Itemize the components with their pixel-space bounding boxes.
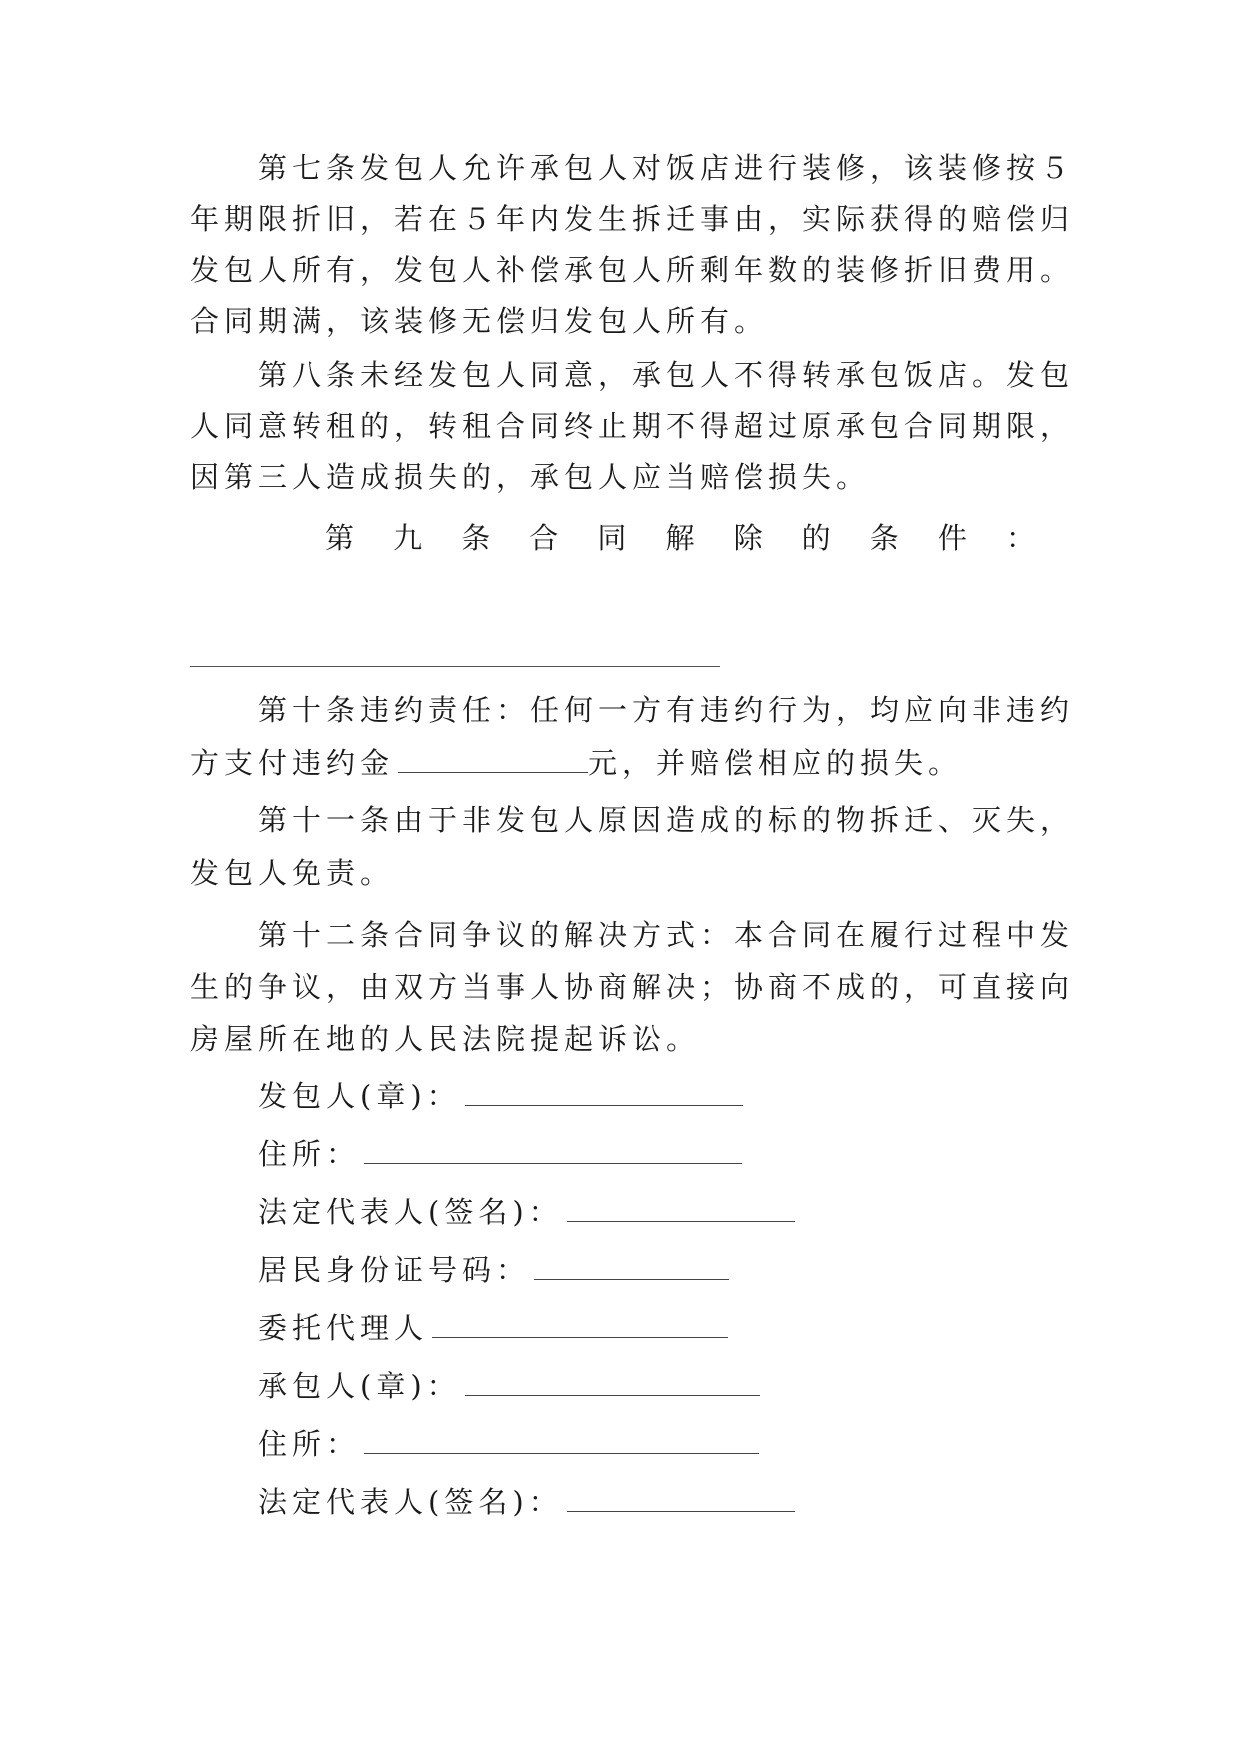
employer-legal-rep-row: [258, 1192, 795, 1232]
agent-blank[interactable]: [432, 1311, 728, 1338]
contractor-legal-rep-label: 法定代表人(签名)：: [258, 1485, 563, 1519]
article10-line-2: [190, 743, 962, 783]
article7-line-4: 合同期满，该装修无偿归发包人所有。: [190, 304, 769, 338]
article12-line-1: 第十二条合同争议的解决方式：本合同在履行过程中发: [258, 918, 1075, 952]
employer-address-blank[interactable]: [364, 1137, 742, 1164]
contractor-legal-rep-row: [258, 1482, 795, 1522]
article7-line-3: 发包人所有，发包人补偿承包人所剩年数的装修折旧费用。: [190, 253, 1075, 287]
article9-char: ：: [1005, 521, 1035, 555]
article9-heading: [325, 518, 1035, 558]
contractor-address-row: [258, 1424, 759, 1464]
article10-line-1: 第十条违约责任：任何一方有违约行为，均应向非违约: [258, 693, 1075, 727]
contractor-address-label: 住所：: [258, 1427, 361, 1461]
article12-line-2: 生的争议，由双方当事人协商解决；协商不成的，可直接向: [190, 970, 1075, 1004]
article9-char: 九: [393, 521, 423, 555]
article9-char: 同: [597, 521, 627, 555]
employer-legal-rep-blank[interactable]: [567, 1195, 795, 1222]
employer-legal-rep-label: 法定代表人(签名)：: [258, 1195, 563, 1229]
article10-line-2-suffix: 元，并赔偿相应的损失。: [588, 746, 963, 780]
id-number-blank[interactable]: [534, 1253, 729, 1280]
employer-address-row: [258, 1134, 742, 1174]
article8-line-1: 第八条未经发包人同意，承包人不得转承包饭店。发包: [258, 358, 1075, 392]
article9-char: 除: [733, 521, 763, 555]
contractor-seal-label: 承包人(章)：: [258, 1369, 461, 1403]
article9-char: 件: [937, 521, 967, 555]
article11-line-1: 第十一条由于非发包人原因造成的标的物拆迁、灭失，: [258, 803, 1075, 837]
employer-seal-blank[interactable]: [465, 1079, 743, 1106]
article9-char: 的: [801, 521, 831, 555]
contractor-seal-row: [258, 1366, 760, 1406]
article9-char: 条: [461, 521, 491, 555]
agent-row: [258, 1308, 728, 1348]
article9-char: 合: [529, 521, 559, 555]
article8-line-3: 因第三人造成损失的，承包人应当赔偿损失。: [190, 460, 871, 494]
contractor-legal-rep-blank[interactable]: [567, 1485, 795, 1512]
employer-address-label: 住所：: [258, 1137, 361, 1171]
article9-blank-line: [190, 666, 720, 667]
contractor-seal-blank[interactable]: [465, 1369, 760, 1396]
contractor-address-blank[interactable]: [364, 1427, 759, 1454]
article9-char: 第: [325, 521, 355, 555]
id-number-label: 居民身份证号码：: [258, 1253, 531, 1287]
article7-line-2: 年期限折旧，若在５年内发生拆迁事由，实际获得的赔偿归: [190, 202, 1075, 236]
article11-line-2: 发包人免责。: [190, 856, 395, 890]
article10-line-2-prefix: 方支付违约金: [190, 746, 395, 780]
article7-line-1: 第七条发包人允许承包人对饭店进行装修，该装修按５: [258, 151, 1075, 185]
article8-line-2: 人同意转租的，转租合同终止期不得超过原承包合同期限，: [190, 409, 1075, 443]
agent-label: 委托代理人: [258, 1311, 429, 1345]
employer-seal-label: 发包人(章)：: [258, 1079, 461, 1113]
article9-char: 条: [869, 521, 899, 555]
article9-char: 解: [665, 521, 695, 555]
id-number-row: [258, 1250, 729, 1290]
employer-seal-row: [258, 1076, 743, 1116]
penalty-amount-blank[interactable]: [398, 746, 588, 773]
article12-line-3: 房屋所在地的人民法院提起诉讼。: [190, 1022, 701, 1056]
